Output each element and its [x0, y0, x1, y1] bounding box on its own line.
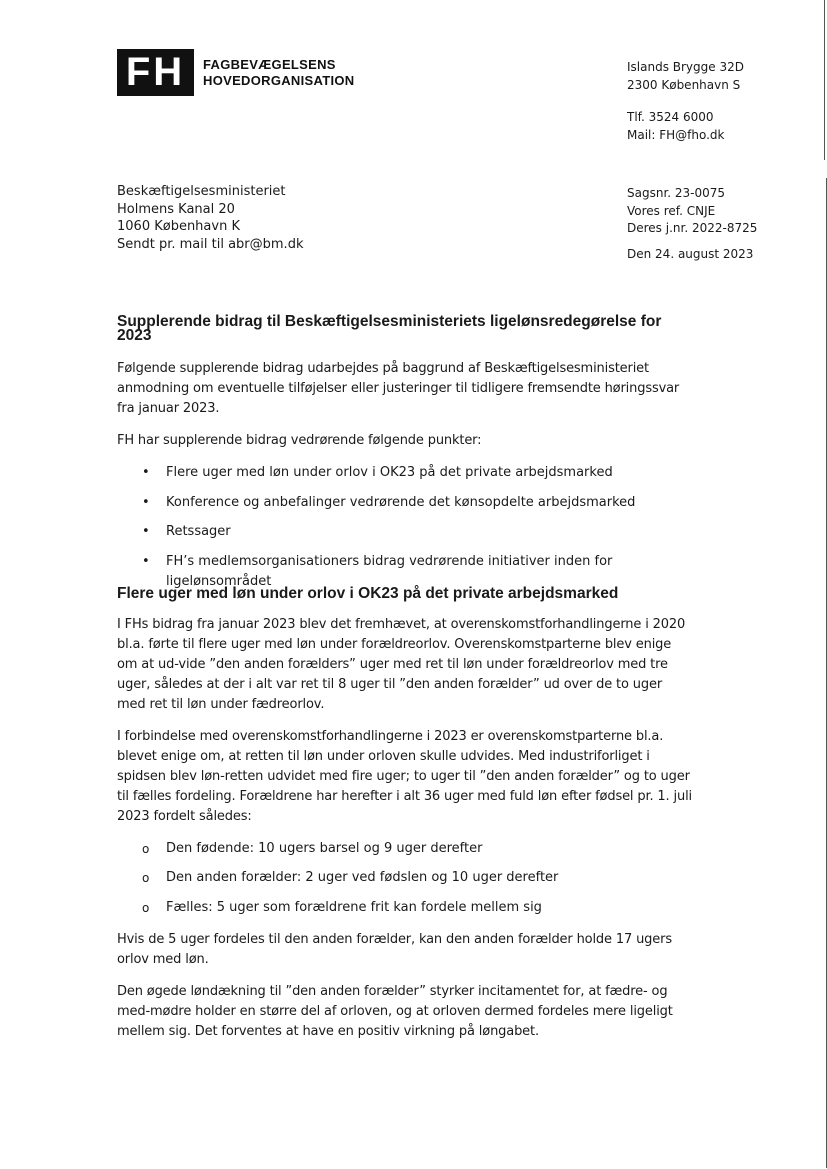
sender-address: [627, 58, 744, 144]
recipient-line: 1060 København K: [117, 219, 240, 234]
recipient-line: Sendt pr. mail til abr@bm.dk: [117, 236, 304, 252]
sender-street: Islands Brygge 32D: [627, 60, 744, 74]
letter-date: Den 24. august 2023: [627, 246, 754, 261]
circle-bullet-icon: o: [142, 841, 150, 856]
sender-city: 2300 København S: [627, 78, 741, 92]
bullet-icon: •: [142, 553, 150, 569]
their-reference: Deres j.nr. 2022-8725: [627, 221, 758, 235]
list-item: • Konference og anbefalinger vedrørende det kønsopdelte arbejdsmarked: [117, 493, 692, 513]
section-heading: Flere uger med løn under orlov i OK23 på det private arbejdsmarked: [117, 584, 619, 602]
intro-paragraph: FH har supplerende bidrag vedrørende følgende punkter:: [117, 433, 482, 448]
document-title: Supplerende bidrag til Beskæftigelsesministeriets ligelønsredegørelse for 2023: [117, 313, 662, 344]
reference-block: [627, 185, 757, 263]
logo-line-2: HOVEDORGANISATION: [203, 72, 355, 88]
letter-body: [117, 315, 692, 1054]
bullet-icon: •: [142, 465, 150, 480]
circle-bullet-icon: o: [142, 871, 150, 885]
intro-paragraph: Følgende supplerende bidrag udarbejdes på baggrund af Beskæftigelsesministeriet anmodning om eventuelle tilføjelser eller justeringer til tidligere fremsendte høringssvar fra januar 2023.: [117, 361, 680, 416]
list-item: • FH’s medlemsorganisationers bidrag vedrørende initiativer inden for ligelønsområdet: [142, 553, 613, 589]
recipient-line: Beskæftigelsesministeriet: [117, 184, 286, 199]
logo-monogram: FH: [117, 49, 194, 96]
recipient-address: [117, 183, 303, 253]
fh-logo: [117, 49, 354, 96]
case-number: Sagsnr. 23-0075: [627, 186, 726, 200]
body-paragraph: I forbindelse med overenskomstforhandlingerne i 2023 er overenskomstparterne bl.a. blevet enige om, at retten til løn under orloven skulle udvides. Med industriforliget i spidsen blev løn-retten udvidet med fire uger; to uger til ”den anden forælder” og to uger til fælles fordeling. Forældrene har herefter i alt 36 uger med fuld løn efter fødsel pr. 1. juli 2023 fordelt således:: [117, 728, 692, 824]
sender-mail: Mail: FH@fho.dk: [627, 128, 725, 142]
list-item: • Flere uger med løn under orlov i OK23 på det private arbejdsmarked: [117, 463, 692, 483]
list-item: • Retssager: [117, 522, 692, 542]
scan-edge-line: [824, 0, 825, 160]
bullet-icon: •: [142, 524, 150, 539]
body-paragraph: Hvis de 5 uger fordeles til den anden forælder, kan den anden forælder holde 17 ugers orlov med løn.: [117, 931, 672, 967]
bullet-icon: •: [142, 494, 150, 510]
list-item: o Fælles: 5 uger som forældrene frit kan fordele mellem sig: [117, 898, 692, 918]
points-list: [117, 463, 692, 589]
body-paragraph: Den øgede løndækning til ”den anden forælder” styrker incitamentet for, at fædre- og med-mødre holder en større del af orloven, og at orloven dermed fordeles mere ligeligt mellem sig. Det forventes at have en positiv virkning på løngabet.: [117, 983, 673, 1039]
logo-line-1: FAGBEVÆGELSENS: [203, 56, 336, 72]
body-paragraph: I FHs bidrag fra januar 2023 blev det fremhævet, at overenskomstforhandlingerne i 2020 bl.a. førte til flere uger med løn under forældreorlov. Overenskomstparterne blev enige om at ud-vide ”den anden forælders” uger med ret til løn under forældreorlov med tre uger, således at der i alt var ret til 8 uger til ”den anden forælder” ud over de to uger med ret til løn under fædreorlov.: [117, 616, 686, 712]
list-item: o Den fødende: 10 ugers barsel og 9 uger derefter: [117, 839, 692, 859]
list-item: o Den anden forælder: 2 uger ved fødslen og 10 uger derefter: [117, 868, 692, 888]
allocation-list: [117, 839, 692, 918]
recipient-line: Holmens Kanal 20: [117, 201, 235, 217]
logo-wordmark: [203, 57, 354, 89]
our-reference: Vores ref. CNJE: [627, 203, 716, 218]
sender-phone: Tlf. 3524 6000: [627, 110, 714, 124]
circle-bullet-icon: o: [142, 900, 150, 915]
